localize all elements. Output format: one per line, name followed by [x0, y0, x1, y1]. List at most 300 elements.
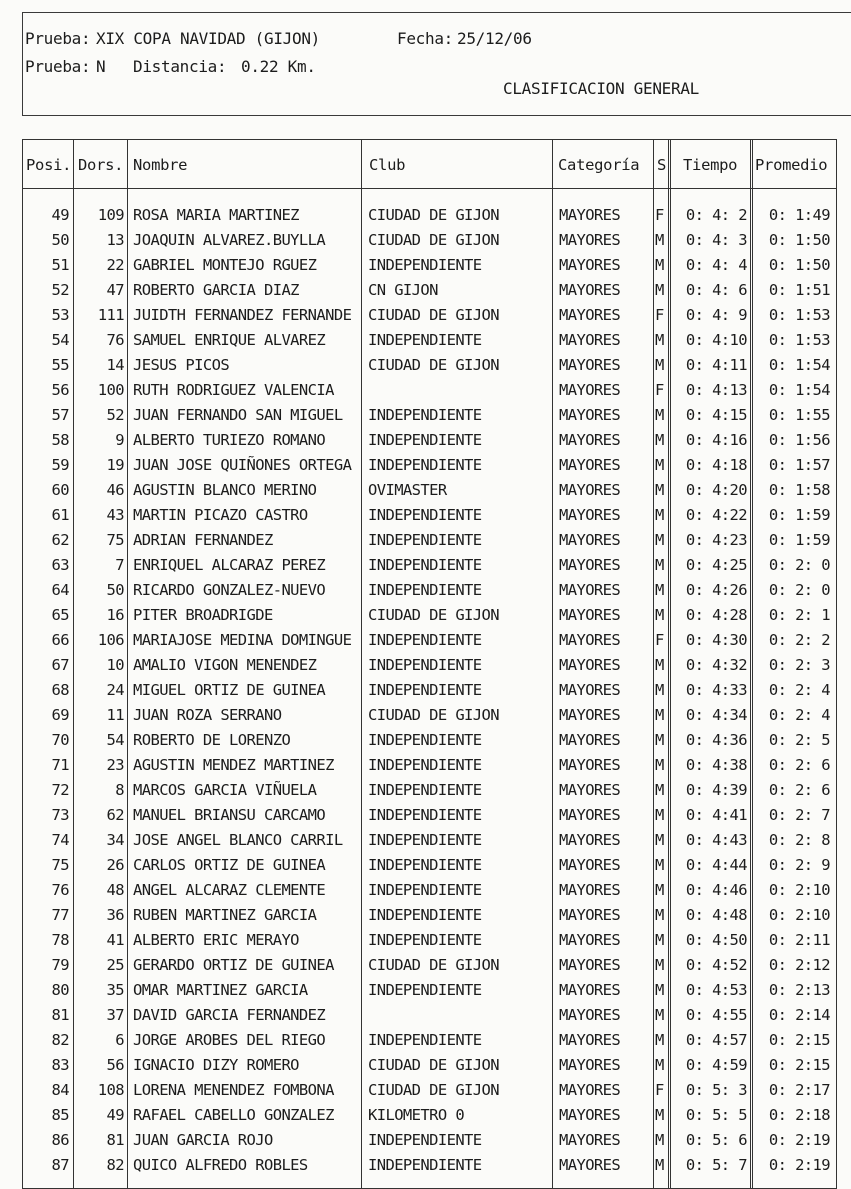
runner-name-cell: JOAQUIN ALVAREZ.BUYLLA [133, 231, 326, 249]
position-cell: 68 [51, 681, 69, 699]
results-table [22, 139, 837, 1189]
category-cell: MAYORES [559, 681, 621, 699]
average-cell: 0: 2:18 [768, 1106, 830, 1124]
position-cell: 83 [51, 1056, 69, 1074]
average-cell: 0: 2: 7 [768, 806, 830, 824]
bib-cell: 9 [115, 431, 124, 449]
date-value: 25/12/06 [457, 29, 532, 48]
runner-name-cell: JOSE ANGEL BLANCO CARRIL [133, 831, 343, 849]
club-cell: INDEPENDIENTE [368, 1031, 482, 1049]
time-cell: 0: 4: 6 [685, 281, 747, 299]
runner-name-cell: MARIAJOSE MEDINA DOMINGUE [133, 631, 352, 649]
table-row [23, 903, 836, 928]
position-cell: 63 [51, 556, 69, 574]
col-header-sex: S [657, 156, 667, 174]
sex-cell: M [655, 331, 664, 349]
position-cell: 65 [51, 606, 69, 624]
runner-name-cell: MIGUEL ORTIZ DE GUINEA [133, 681, 326, 699]
table-row [23, 853, 836, 878]
club-cell: INDEPENDIENTE [368, 1156, 482, 1174]
table-row [23, 953, 836, 978]
average-cell: 0: 1:57 [768, 456, 830, 474]
category-cell: MAYORES [559, 1106, 621, 1124]
bib-cell: 106 [97, 631, 124, 649]
sex-cell: M [655, 481, 664, 499]
runner-name-cell: RAFAEL CABELLO GONZALEZ [133, 1106, 334, 1124]
race-code: N [96, 57, 106, 76]
category-cell: MAYORES [559, 481, 621, 499]
table-row [23, 428, 836, 453]
runner-name-cell: ALBERTO ERIC MERAYO [133, 931, 299, 949]
sex-cell: F [655, 631, 664, 649]
bib-cell: 16 [106, 606, 124, 624]
time-cell: 0: 4:41 [685, 806, 747, 824]
average-cell: 0: 2:10 [768, 906, 830, 924]
average-cell: 0: 2: 0 [768, 581, 830, 599]
position-cell: 54 [51, 331, 69, 349]
average-cell: 0: 1:59 [768, 506, 830, 524]
position-cell: 85 [51, 1106, 69, 1124]
runner-name-cell: OMAR MARTINEZ GARCIA [133, 981, 308, 999]
average-cell: 0: 2:17 [768, 1081, 830, 1099]
sex-cell: M [655, 856, 664, 874]
club-cell: INDEPENDIENTE [368, 581, 482, 599]
club-cell: INDEPENDIENTE [368, 631, 482, 649]
club-cell: INDEPENDIENTE [368, 531, 482, 549]
position-cell: 82 [51, 1031, 69, 1049]
sex-cell: M [655, 656, 664, 674]
time-cell: 0: 4:38 [685, 756, 747, 774]
runner-name-cell: AGUSTIN BLANCO MERINO [133, 481, 317, 499]
runner-name-cell: LORENA MENENDEZ FOMBONA [133, 1081, 334, 1099]
club-cell: INDEPENDIENTE [368, 881, 482, 899]
category-cell: MAYORES [559, 406, 621, 424]
time-cell: 0: 4:36 [685, 731, 747, 749]
sex-cell: F [655, 206, 664, 224]
time-cell: 0: 4: 4 [685, 256, 747, 274]
bib-cell: 81 [106, 1131, 124, 1149]
sex-cell: M [655, 406, 664, 424]
sex-cell: M [655, 1031, 664, 1049]
time-cell: 0: 4:57 [685, 1031, 747, 1049]
time-cell: 0: 4:48 [685, 906, 747, 924]
time-cell: 0: 4:20 [685, 481, 747, 499]
sex-cell: F [655, 306, 664, 324]
table-row [23, 253, 836, 278]
category-cell: MAYORES [559, 381, 621, 399]
runner-name-cell: AMALIO VIGON MENENDEZ [133, 656, 317, 674]
sex-cell: M [655, 581, 664, 599]
runner-name-cell: ANGEL ALCARAZ CLEMENTE [133, 881, 326, 899]
col-header-average: Promedio [755, 156, 828, 174]
race-header [22, 12, 851, 116]
club-cell: INDEPENDIENTE [368, 656, 482, 674]
club-cell [368, 1003, 550, 1028]
average-cell: 0: 2:10 [768, 881, 830, 899]
average-cell: 0: 2: 4 [768, 706, 830, 724]
runner-name-cell: CARLOS ORTIZ DE GUINEA [133, 856, 326, 874]
sex-cell: M [655, 256, 664, 274]
table-row [23, 653, 836, 678]
sex-cell: M [655, 281, 664, 299]
time-cell: 0: 4:33 [685, 681, 747, 699]
category-cell: MAYORES [559, 631, 621, 649]
club-cell: INDEPENDIENTE [368, 256, 482, 274]
time-cell: 0: 5: 7 [685, 1156, 747, 1174]
average-cell: 0: 2:12 [768, 956, 830, 974]
category-cell: MAYORES [559, 756, 621, 774]
runner-name-cell: DAVID GARCIA FERNANDEZ [133, 1006, 326, 1024]
runner-name-cell: MARCOS GARCIA VIÑUELA [133, 781, 317, 799]
category-cell: MAYORES [559, 731, 621, 749]
sex-cell: M [655, 781, 664, 799]
sex-cell: M [655, 1106, 664, 1124]
average-cell: 0: 2: 6 [768, 781, 830, 799]
club-cell: INDEPENDIENTE [368, 456, 482, 474]
sex-cell: F [655, 1081, 664, 1099]
time-cell: 0: 4:39 [685, 781, 747, 799]
sex-cell: M [655, 981, 664, 999]
bib-cell: 46 [106, 481, 124, 499]
average-cell: 0: 1:50 [768, 231, 830, 249]
club-cell [368, 378, 550, 403]
time-cell: 0: 4:13 [685, 381, 747, 399]
runner-name-cell: ALBERTO TURIEZO ROMANO [133, 431, 326, 449]
category-cell: MAYORES [559, 206, 621, 224]
table-row [23, 1003, 836, 1028]
bib-cell: 34 [106, 831, 124, 849]
time-cell: 0: 5: 6 [685, 1131, 747, 1149]
bib-cell: 75 [106, 531, 124, 549]
bib-cell: 54 [106, 731, 124, 749]
sex-cell: M [655, 1006, 664, 1024]
time-cell: 0: 4:32 [685, 656, 747, 674]
average-cell: 0: 2: 6 [768, 756, 830, 774]
runner-name-cell: SAMUEL ENRIQUE ALVAREZ [133, 331, 326, 349]
position-cell: 87 [51, 1156, 69, 1174]
club-cell: INDEPENDIENTE [368, 506, 482, 524]
bib-cell: 8 [115, 781, 124, 799]
time-cell: 0: 4:22 [685, 506, 747, 524]
position-cell: 80 [51, 981, 69, 999]
race-name: XIX COPA NAVIDAD (GIJON) [96, 29, 320, 48]
sex-cell: M [655, 531, 664, 549]
bib-cell: 23 [106, 756, 124, 774]
position-cell: 72 [51, 781, 69, 799]
club-cell: CIUDAD DE GIJON [368, 306, 499, 324]
table-row [23, 878, 836, 903]
average-cell: 0: 2: 9 [768, 856, 830, 874]
position-cell: 78 [51, 931, 69, 949]
bib-cell: 24 [106, 681, 124, 699]
club-cell: CIUDAD DE GIJON [368, 231, 499, 249]
runner-name-cell: ROBERTO DE LORENZO [133, 731, 291, 749]
club-cell: INDEPENDIENTE [368, 856, 482, 874]
bib-cell: 10 [106, 656, 124, 674]
category-cell: MAYORES [559, 806, 621, 824]
average-cell: 0: 1:54 [768, 356, 830, 374]
table-row [23, 328, 836, 353]
average-cell: 0: 2:14 [768, 1006, 830, 1024]
club-cell: INDEPENDIENTE [368, 431, 482, 449]
sex-cell: M [655, 1131, 664, 1149]
sex-cell: M [655, 831, 664, 849]
runner-name-cell: JORGE AROBES DEL RIEGO [133, 1031, 326, 1049]
position-cell: 77 [51, 906, 69, 924]
sex-cell: M [655, 456, 664, 474]
category-cell: MAYORES [559, 281, 621, 299]
bib-cell: 48 [106, 881, 124, 899]
time-cell: 0: 4:52 [685, 956, 747, 974]
category-cell: MAYORES [559, 581, 621, 599]
runner-name-cell: ADRIAN FERNANDEZ [133, 531, 273, 549]
runner-name-cell: QUICO ALFREDO ROBLES [133, 1156, 308, 1174]
category-cell: MAYORES [559, 556, 621, 574]
average-cell: 0: 1:58 [768, 481, 830, 499]
time-cell: 0: 4:26 [685, 581, 747, 599]
distance-label: Distancia: [133, 57, 227, 76]
table-row [23, 353, 836, 378]
sex-cell: M [655, 431, 664, 449]
club-cell: OVIMASTER [368, 481, 447, 499]
category-cell: MAYORES [559, 306, 621, 324]
category-cell: MAYORES [559, 706, 621, 724]
table-row [23, 278, 836, 303]
category-cell: MAYORES [559, 981, 621, 999]
sex-cell: M [655, 231, 664, 249]
average-cell: 0: 2: 2 [768, 631, 830, 649]
runner-name-cell: RICARDO GONZALEZ-NUEVO [133, 581, 326, 599]
table-row [23, 578, 836, 603]
runner-name-cell: ROBERTO GARCIA DIAZ [133, 281, 299, 299]
average-cell: 0: 1:53 [768, 306, 830, 324]
runner-name-cell: IGNACIO DIZY ROMERO [133, 1056, 299, 1074]
bib-cell: 36 [106, 906, 124, 924]
time-cell: 0: 4:18 [685, 456, 747, 474]
position-cell: 67 [51, 656, 69, 674]
table-row [23, 753, 836, 778]
average-cell: 0: 1:55 [768, 406, 830, 424]
time-cell: 0: 4:30 [685, 631, 747, 649]
position-cell: 51 [51, 256, 69, 274]
category-cell: MAYORES [559, 506, 621, 524]
time-cell: 0: 4: 3 [685, 231, 747, 249]
sex-cell: M [655, 906, 664, 924]
category-cell: MAYORES [559, 431, 621, 449]
average-cell: 0: 2:15 [768, 1056, 830, 1074]
position-cell: 66 [51, 631, 69, 649]
category-cell: MAYORES [559, 831, 621, 849]
runner-name-cell: GERARDO ORTIZ DE GUINEA [133, 956, 334, 974]
table-row [23, 553, 836, 578]
club-cell: CIUDAD DE GIJON [368, 956, 499, 974]
table-row [23, 528, 836, 553]
time-cell: 0: 4:16 [685, 431, 747, 449]
bib-cell: 62 [106, 806, 124, 824]
time-cell: 0: 4:11 [685, 356, 747, 374]
bib-cell: 56 [106, 1056, 124, 1074]
sex-cell: M [655, 1056, 664, 1074]
position-cell: 53 [51, 306, 69, 324]
sex-cell: M [655, 1156, 664, 1174]
average-cell: 0: 1:49 [768, 206, 830, 224]
table-row [23, 978, 836, 1003]
position-cell: 50 [51, 231, 69, 249]
table-row [23, 803, 836, 828]
table-row [23, 1128, 836, 1153]
club-cell: INDEPENDIENTE [368, 781, 482, 799]
bib-cell: 50 [106, 581, 124, 599]
table-row [23, 728, 836, 753]
category-cell: MAYORES [559, 1081, 621, 1099]
average-cell: 0: 2:19 [768, 1131, 830, 1149]
sex-cell: M [655, 556, 664, 574]
bib-cell: 111 [97, 306, 124, 324]
runner-name-cell: ROSA MARIA MARTINEZ [133, 206, 299, 224]
time-cell: 0: 4:53 [685, 981, 747, 999]
position-cell: 52 [51, 281, 69, 299]
club-cell: INDEPENDIENTE [368, 1131, 482, 1149]
club-cell: CIUDAD DE GIJON [368, 606, 499, 624]
bib-cell: 109 [97, 206, 124, 224]
category-cell: MAYORES [559, 1056, 621, 1074]
col-header-name: Nombre [133, 156, 188, 174]
position-cell: 64 [51, 581, 69, 599]
table-row [23, 603, 836, 628]
bib-cell: 25 [106, 956, 124, 974]
bib-cell: 11 [106, 706, 124, 724]
runner-name-cell: JUAN GARCIA ROJO [133, 1131, 273, 1149]
average-cell: 0: 2:19 [768, 1156, 830, 1174]
club-cell: INDEPENDIENTE [368, 806, 482, 824]
average-cell: 0: 2: 0 [768, 556, 830, 574]
average-cell: 0: 2: 5 [768, 731, 830, 749]
position-cell: 79 [51, 956, 69, 974]
club-cell: INDEPENDIENTE [368, 731, 482, 749]
table-row [23, 1053, 836, 1078]
col-header-time: Tiempo [683, 156, 738, 174]
col-header-pos: Posi. [26, 156, 72, 174]
sex-cell: M [655, 606, 664, 624]
average-cell: 0: 2:11 [768, 931, 830, 949]
position-cell: 61 [51, 506, 69, 524]
date-label: Fecha: [397, 29, 453, 48]
runner-name-cell: RUTH RODRIGUEZ VALENCIA [133, 381, 334, 399]
position-cell: 55 [51, 356, 69, 374]
position-cell: 56 [51, 381, 69, 399]
time-cell: 0: 4:25 [685, 556, 747, 574]
average-cell: 0: 1:59 [768, 531, 830, 549]
bib-cell: 82 [106, 1156, 124, 1174]
category-cell: MAYORES [559, 331, 621, 349]
club-cell: INDEPENDIENTE [368, 556, 482, 574]
time-cell: 0: 4:59 [685, 1056, 747, 1074]
club-cell: CIUDAD DE GIJON [368, 1081, 499, 1099]
bib-cell: 43 [106, 506, 124, 524]
category-cell: MAYORES [559, 656, 621, 674]
col-header-category: Categoría [558, 156, 640, 174]
position-cell: 74 [51, 831, 69, 849]
time-cell: 0: 4: 2 [685, 206, 747, 224]
club-cell: INDEPENDIENTE [368, 981, 482, 999]
position-cell: 71 [51, 756, 69, 774]
club-cell: CIUDAD DE GIJON [368, 356, 499, 374]
table-row [23, 303, 836, 328]
runner-name-cell: JUIDTH FERNANDEZ FERNANDE [133, 306, 352, 324]
position-cell: 76 [51, 881, 69, 899]
average-cell: 0: 2:15 [768, 1031, 830, 1049]
position-cell: 59 [51, 456, 69, 474]
time-cell: 0: 5: 3 [685, 1081, 747, 1099]
bib-cell: 26 [106, 856, 124, 874]
col-header-club: Club [369, 156, 406, 174]
position-cell: 62 [51, 531, 69, 549]
sex-cell: F [655, 381, 664, 399]
club-cell: INDEPENDIENTE [368, 831, 482, 849]
runner-name-cell: RUBEN MARTINEZ GARCIA [133, 906, 317, 924]
sex-cell: M [655, 706, 664, 724]
position-cell: 70 [51, 731, 69, 749]
category-cell: MAYORES [559, 906, 621, 924]
bib-cell: 49 [106, 1106, 124, 1124]
sex-cell: M [655, 806, 664, 824]
sex-cell: M [655, 681, 664, 699]
runner-name-cell: AGUSTIN MENDEZ MARTINEZ [133, 756, 334, 774]
runner-name-cell: GABRIEL MONTEJO RGUEZ [133, 256, 317, 274]
sex-cell: M [655, 931, 664, 949]
category-cell: MAYORES [559, 356, 621, 374]
club-cell: INDEPENDIENTE [368, 931, 482, 949]
race-label: Prueba: [25, 29, 91, 48]
average-cell: 0: 1:54 [768, 381, 830, 399]
time-cell: 0: 4:34 [685, 706, 747, 724]
club-cell: CIUDAD DE GIJON [368, 206, 499, 224]
table-row [23, 378, 836, 403]
time-cell: 0: 4:28 [685, 606, 747, 624]
runner-name-cell: MARTIN PICAZO CASTRO [133, 506, 308, 524]
club-cell: INDEPENDIENTE [368, 406, 482, 424]
bib-cell: 13 [106, 231, 124, 249]
distance-value: 0.22 Km. [241, 57, 316, 76]
category-cell: MAYORES [559, 781, 621, 799]
table-row [23, 503, 836, 528]
club-cell: CIUDAD DE GIJON [368, 706, 499, 724]
position-cell: 84 [51, 1081, 69, 1099]
time-cell: 0: 4:10 [685, 331, 747, 349]
bib-cell: 41 [106, 931, 124, 949]
bib-cell: 19 [106, 456, 124, 474]
sex-cell: M [655, 881, 664, 899]
position-cell: 73 [51, 806, 69, 824]
runner-name-cell: ENRIQUEL ALCARAZ PEREZ [133, 556, 326, 574]
table-row [23, 928, 836, 953]
time-cell: 0: 4:55 [685, 1006, 747, 1024]
position-cell: 58 [51, 431, 69, 449]
club-cell: CIUDAD DE GIJON [368, 1056, 499, 1074]
position-cell: 69 [51, 706, 69, 724]
bib-cell: 35 [106, 981, 124, 999]
table-row [23, 1078, 836, 1103]
position-cell: 49 [51, 206, 69, 224]
table-row [23, 703, 836, 728]
table-row [23, 403, 836, 428]
bib-cell: 14 [106, 356, 124, 374]
bib-cell: 100 [97, 381, 124, 399]
category-cell: MAYORES [559, 606, 621, 624]
table-row [23, 228, 836, 253]
average-cell: 0: 1:51 [768, 281, 830, 299]
bib-cell: 22 [106, 256, 124, 274]
